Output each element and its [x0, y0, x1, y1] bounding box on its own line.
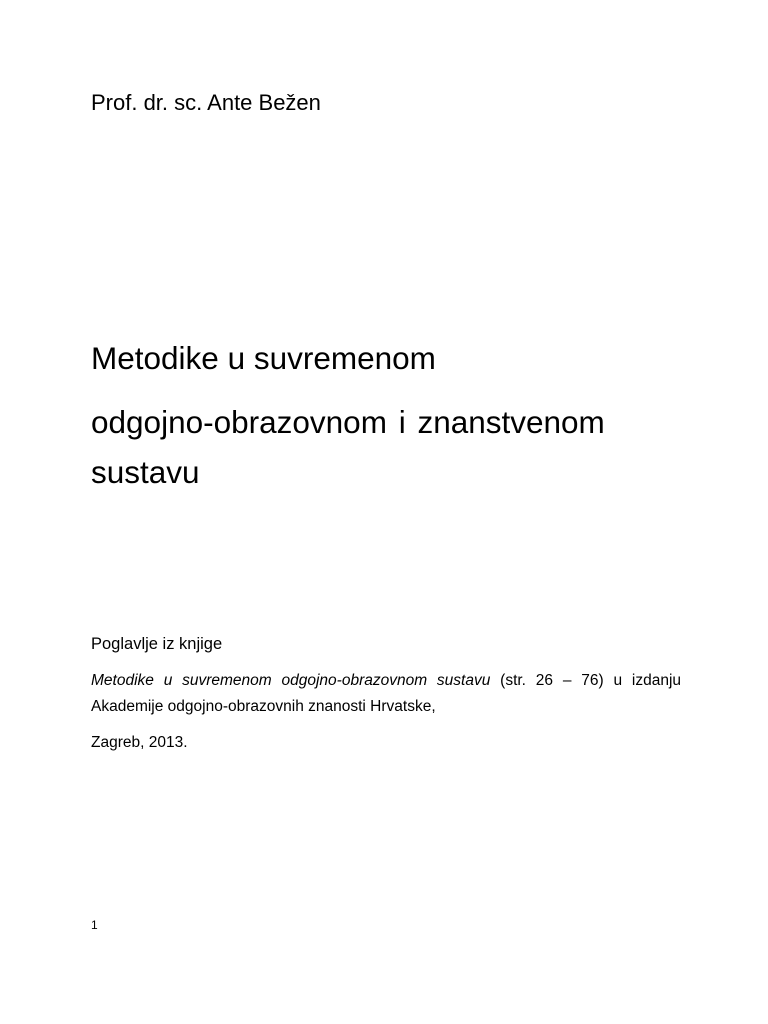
title-line-1: Metodike u suvremenom — [91, 340, 436, 376]
title-line-3: sustavu — [91, 454, 200, 490]
publisher: Akademije odgojno-obrazovnih znanosti Hrvatske, — [91, 698, 436, 715]
source-citation — [91, 668, 681, 720]
chapter-label: Poglavlje iz knjige — [91, 635, 223, 653]
place-and-year: Zagreb, 2013. — [91, 734, 188, 751]
book-title: Metodike u suvremenom odgojno-obrazovnom sustavu — [91, 672, 491, 689]
page-range: (str. 26 – 76) u izdanju — [490, 672, 682, 689]
author-name: Prof. dr. sc. Ante Bežen — [91, 90, 321, 115]
source-citation-line-1 — [91, 668, 681, 694]
page-number: 1 — [91, 918, 98, 932]
title-line-2: odgojno-obrazovnom i znanstvenom — [91, 404, 605, 440]
